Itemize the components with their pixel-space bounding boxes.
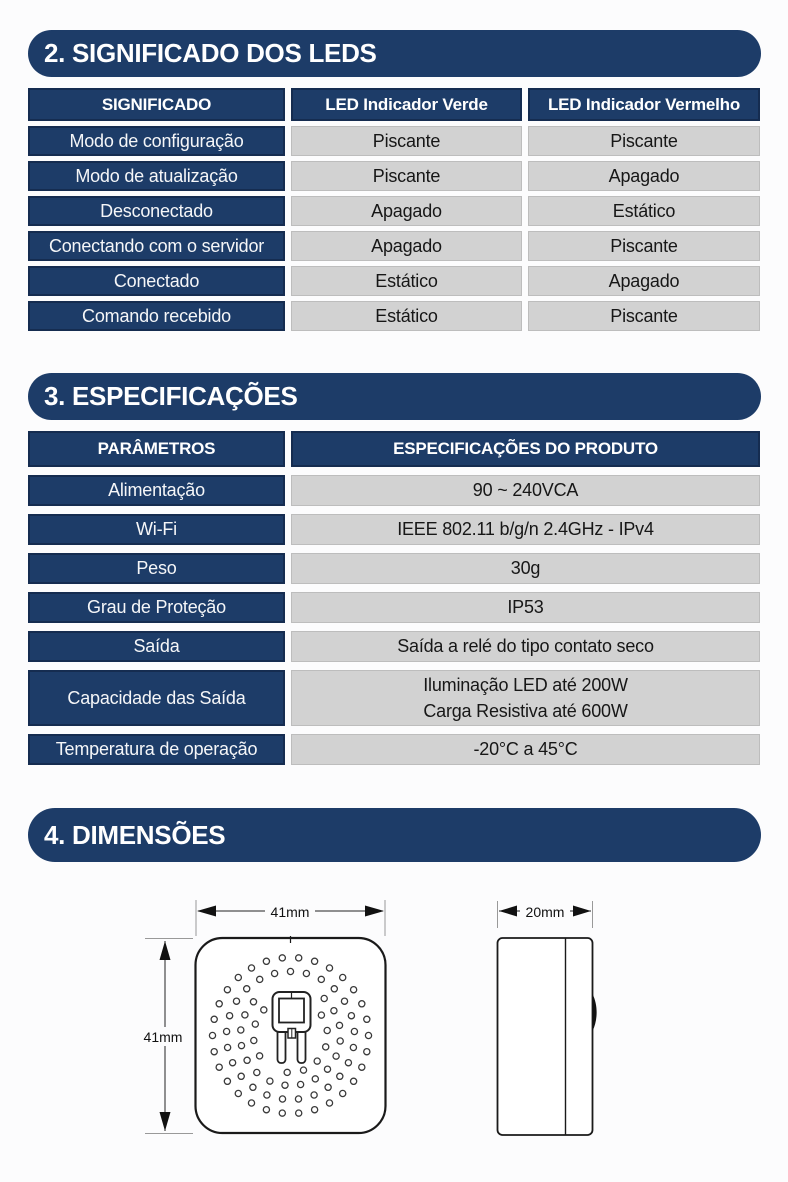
spec-row-label: Grau de Proteção [28, 592, 285, 623]
led-meaning-table [28, 88, 760, 331]
side-depth-dimension [498, 901, 593, 928]
section-title-dimensions [28, 808, 761, 862]
side-clip-tab [593, 994, 597, 1031]
spec-row-value: 90 ~ 240VCA [291, 475, 760, 506]
spec-row-label: Capacidade das Saída [28, 670, 285, 726]
section-title-leds-text: 2. SIGNIFICADO DOS LEDS [44, 38, 377, 68]
front-height-label: 41mm [143, 1029, 183, 1045]
specs-header-parametros: PARÂMETROS [28, 431, 285, 467]
led-row-verde: Estático [291, 266, 522, 296]
side-view-drawing [498, 938, 597, 1135]
led-row-vermelho: Piscante [528, 126, 760, 156]
front-width-label: 41mm [270, 904, 310, 920]
section-title-leds [28, 30, 761, 77]
spec-row-value: IEEE 802.11 b/g/n 2.4GHz - IPv4 [291, 514, 760, 545]
led-table-header-verde: LED Indicador Verde [291, 88, 522, 121]
led-row-label: Comando recebido [28, 301, 285, 331]
arrow-left-icon [499, 906, 517, 917]
front-view-drawing [196, 936, 386, 1133]
spec-row-label: Peso [28, 553, 285, 584]
button-left-leg [278, 1029, 286, 1063]
spec-row-label: Alimentação [28, 475, 285, 506]
section-title-dimensions-text: 4. DIMENSÕES [44, 819, 226, 850]
arrow-left-icon [197, 906, 216, 917]
spec-row-value: IP53 [291, 592, 760, 623]
specs-header-produto: ESPECIFICAÇÕES DO PRODUTO [291, 431, 760, 467]
led-row-verde: Piscante [291, 126, 522, 156]
led-row-label: Modo de atualização [28, 161, 285, 191]
spec-value-line2: Carga Resistiva até 600W [423, 701, 628, 721]
section-title-specs-text: 3. ESPECIFICAÇÕES [44, 381, 298, 411]
spec-row-label: Saída [28, 631, 285, 662]
led-row-vermelho: Estático [528, 196, 760, 226]
led-row-verde: Apagado [291, 196, 522, 226]
led-row-vermelho: Apagado [528, 266, 760, 296]
spec-row-value-multiline [291, 670, 760, 726]
side-depth-label: 20mm [525, 904, 565, 920]
led-row-label: Conectado [28, 266, 285, 296]
spec-row-label: Temperatura de operação [28, 734, 285, 765]
arrow-down-icon [160, 1112, 171, 1131]
dimensions-drawing [0, 880, 788, 1182]
spec-row-value: 30g [291, 553, 760, 584]
button-right-leg [298, 1029, 306, 1063]
led-row-label: Desconectado [28, 196, 285, 226]
arrow-right-icon [573, 906, 591, 917]
section-title-specs [28, 373, 761, 420]
led-table-header-vermelho: LED Indicador Vermelho [528, 88, 760, 121]
spec-row-value: Saída a relé do tipo contato seco [291, 631, 760, 662]
led-row-label: Modo de configuração [28, 126, 285, 156]
led-row-label: Conectando com o servidor [28, 231, 285, 261]
spec-row-value: -20°C a 45°C [291, 734, 760, 765]
arrow-up-icon [160, 941, 171, 960]
led-row-vermelho: Piscante [528, 301, 760, 331]
arrow-right-icon [365, 906, 384, 917]
spec-value-line1: Iluminação LED até 200W [423, 674, 628, 695]
led-row-vermelho: Piscante [528, 231, 760, 261]
led-table-header-significado: SIGNIFICADO [28, 88, 285, 121]
spec-row-label: Wi-Fi [28, 514, 285, 545]
front-height-dimension [140, 939, 193, 1134]
led-row-verde: Piscante [291, 161, 522, 191]
button-head-inner [279, 999, 304, 1023]
specs-table [28, 431, 760, 765]
led-row-verde: Apagado [291, 231, 522, 261]
front-width-dimension [196, 900, 385, 936]
led-row-vermelho: Apagado [528, 161, 760, 191]
led-row-verde: Estático [291, 301, 522, 331]
